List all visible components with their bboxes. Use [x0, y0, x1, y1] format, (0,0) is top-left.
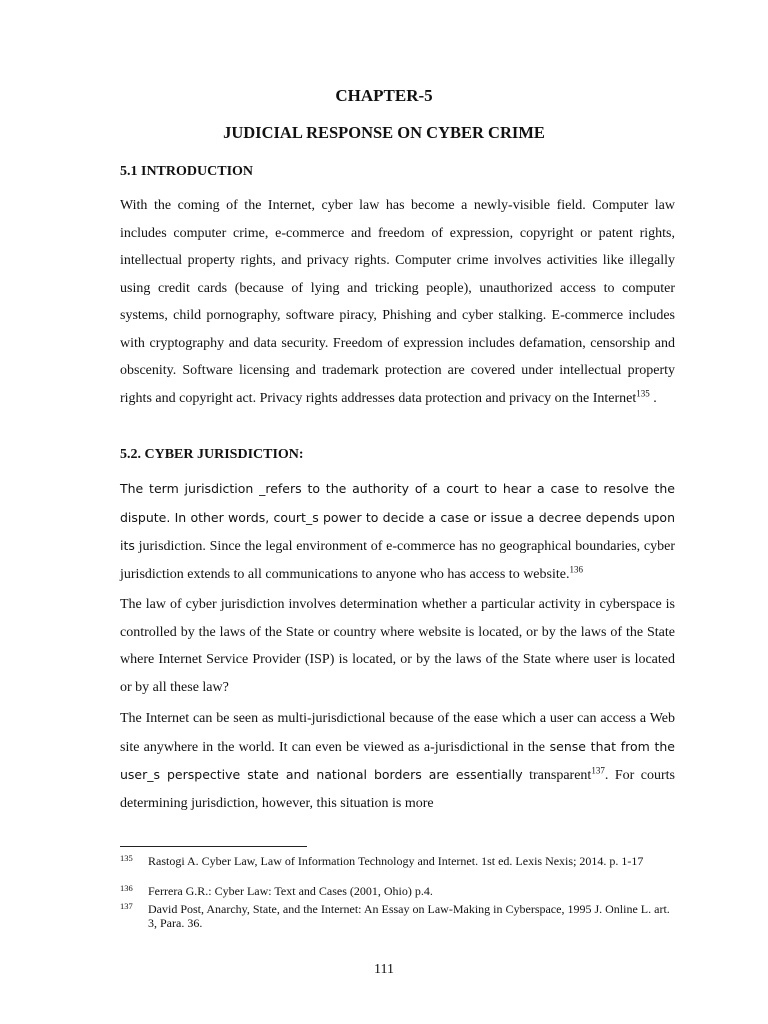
page-number: 111: [374, 962, 394, 977]
chapter-label: CHAPTER-5: [335, 86, 433, 105]
jurisdiction-paragraph-1: [120, 475, 675, 588]
jurisdiction-definition-text: The term jurisdiction _refers to the authority of a court to hear a case to resolve the dispute. In other words, court_s power to decide a case or issue a decree depends upon its: [120, 481, 675, 553]
footnote-text: Ferrera G.R.: Cyber Law: Text and Cases (2001, Ohio) p.4.: [148, 884, 433, 898]
footnote-ref-135: 135: [636, 387, 650, 398]
courts-text: . For courts determining jurisdiction, however, this situation is more: [120, 768, 675, 811]
footnote-ref-136: 136: [569, 563, 583, 574]
jurisdiction-paragraph-2: The law of cyber jurisdiction involves determination whether a particular activity in cyberspace is controlled by the laws of the State or country where website is located, or by the laws of the State where Internet Service Provider (ISP) is located, or by the laws of the State where user is located or by all these law?: [120, 597, 675, 695]
multi-jurisdiction-text: The Internet can be seen as multi-jurisdictional because of the ease which a user can access a Web site anywhere in the world. It can even be viewed as a-jurisdictional in the: [120, 711, 675, 755]
footnote-ref-137: 137: [591, 765, 605, 776]
footnote-135: [120, 854, 680, 884]
introduction-paragraph: [120, 192, 675, 412]
section-heading-cyber-jurisdiction: 5.2. CYBER JURISDICTION:: [120, 447, 304, 462]
user-perspective-text: sense that from the user_s perspective state and national borders are essentially: [120, 738, 675, 782]
section-heading-introduction: 5.1 INTRODUCTION: [120, 164, 254, 179]
footnote-number: 135: [120, 853, 133, 863]
chapter-title: JUDICIAL RESPONSE ON CYBER CRIME: [223, 123, 545, 142]
introduction-tail: .: [649, 390, 657, 406]
footnote-text: Rastogi A. Cyber Law, Law of Information Technology and Internet. 1st ed. Lexis Nexis; 2014. p. 1-17: [148, 854, 644, 868]
footnote-137: [120, 902, 680, 932]
jurisdiction-paragraph-3: [120, 705, 675, 817]
footnote-136: [120, 884, 680, 900]
introduction-text: With the coming of the Internet, cyber law has become a newly-visible field. Computer law includes computer crime, e-commerce and freedom of expression, copyright or patent rights, intellectual property rights, and privacy rights. Computer crime involves activities like illegally using credit cards (because of lying and tricking people), unauthorized access to computer systems, child pornography, software piracy, Phishing and cyber stalking. E-commerce includes with cryptography and data security. Freedom of expression includes defamation, censorship and obscenity. Software licensing and trademark protection are covered under intellectual property rights and copyright act. Privacy rights addresses data protection and privacy on the Internet: [120, 198, 675, 406]
footnote-text: David Post, Anarchy, State, and the Internet: An Essay on Law-Making in Cyberspace, 1995 J. Online L. art. 3, Para. 36.: [148, 902, 670, 930]
footnote-number: 136: [120, 883, 133, 893]
jurisdiction-boundaries-text: jurisdiction. Since the legal environment of e-commerce has no geographical boundaries, cyber jurisdiction extends to all communications to anyone who has access to website.: [120, 539, 675, 582]
transparent-text: transparent: [522, 768, 592, 783]
footnote-number: 137: [120, 901, 133, 911]
footnote-divider: [120, 846, 307, 847]
